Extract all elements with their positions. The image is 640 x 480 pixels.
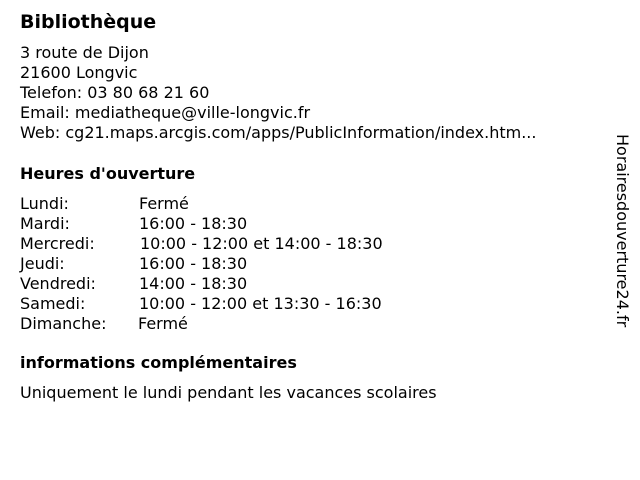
day-hours: 16:00 - 18:30 [139, 254, 248, 273]
site-watermark: Horairesdouverture24.fr [613, 134, 632, 328]
website-url: Web: cg21.maps.arcgis.com/apps/PublicInformation/index.htm... [20, 123, 537, 142]
address-block [20, 43, 536, 143]
day-label: Lundi: [20, 194, 69, 213]
additional-info-heading: informations complémentaires [20, 353, 297, 372]
day-label: Jeudi: [20, 254, 65, 273]
day-label: Mardi: [20, 214, 70, 233]
day-hours: 10:00 - 12:00 et 14:00 - 18:30 [140, 234, 383, 253]
day-label: Vendredi: [20, 274, 96, 293]
day-hours: Fermé [138, 314, 188, 333]
email-address: Email: mediatheque@ville-longvic.fr [20, 103, 311, 122]
place-title: Bibliothèque [20, 11, 157, 33]
day-hours: 16:00 - 18:30 [139, 214, 248, 233]
phone-number: Telefon: 03 80 68 21 60 [20, 83, 210, 102]
day-label: Mercredi: [20, 234, 95, 253]
day-label: Dimanche: [20, 314, 107, 333]
address-street: 3 route de Dijon [20, 43, 149, 62]
address-city: 21600 Longvic [20, 63, 138, 82]
day-hours: 10:00 - 12:00 et 13:30 - 16:30 [139, 294, 382, 313]
day-label: Samedi: [20, 294, 86, 313]
day-hours: 14:00 - 18:30 [139, 274, 248, 293]
opening-hours-heading: Heures d'ouverture [20, 164, 196, 183]
day-hours: Fermé [139, 194, 189, 213]
additional-info-text: Uniquement le lundi pendant les vacances scolaires [20, 383, 437, 402]
